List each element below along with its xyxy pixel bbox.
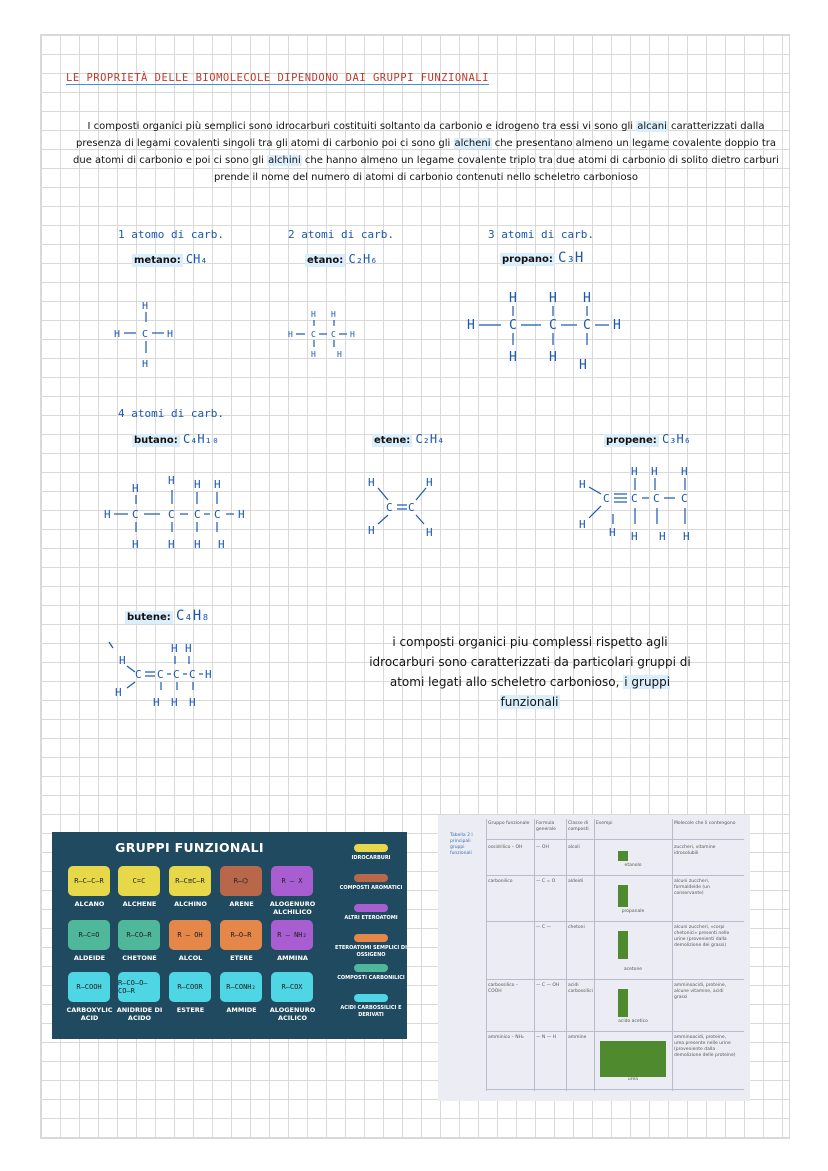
svg-text:H: H — [579, 478, 586, 491]
etene-formula: C₂H₄ — [415, 432, 445, 446]
functional-group-tile — [169, 866, 211, 896]
legend-label: COMPOSTI AROMATICI — [339, 885, 403, 891]
legend-label: ETEROATOMI SEMPLICI DI OSSIGENO — [335, 945, 407, 958]
svg-text:C: C — [135, 668, 142, 681]
svg-text:H: H — [337, 350, 342, 359]
etano-label — [305, 252, 377, 266]
table-rule — [566, 819, 567, 1091]
functional-group-name: ETERE — [230, 954, 253, 962]
molecule-highlight — [618, 851, 628, 861]
molecule-highlight — [618, 885, 628, 907]
etene-structure — [360, 470, 450, 540]
svg-text:H: H — [368, 476, 375, 489]
conclusion-text — [360, 632, 700, 712]
etene-name: etene: — [374, 435, 411, 446]
butene-name: butene: — [127, 612, 171, 623]
highlight-alcheni: alcheni — [454, 138, 491, 149]
svg-text:H: H — [185, 642, 192, 655]
table-cell: acido acetico — [618, 1019, 648, 1024]
functional-group-formula: R – NH₂ — [277, 931, 307, 939]
svg-text:C: C — [132, 508, 139, 521]
svg-text:H: H — [205, 668, 212, 681]
svg-text:H: H — [189, 696, 196, 709]
svg-text:H: H — [467, 318, 475, 333]
legend-swatch — [354, 964, 388, 972]
functional-group-formula: R–C≡C–R — [175, 877, 205, 885]
svg-text:H: H — [218, 538, 225, 551]
highlight-alchini: alchini — [268, 155, 301, 166]
intro-text-2: caratterizzati dalla presenza di legami covalenti singoli tra gli atomi di carbonio poi ci sono gli — [75, 121, 765, 149]
svg-text:H: H — [238, 508, 245, 521]
butene-label — [125, 608, 210, 624]
intro-text-3: che presentano almeno un legame covalente doppio tra due atomi di carbonio e poi ci sono gli — [73, 138, 776, 166]
svg-text:H: H — [659, 530, 666, 543]
functional-group-tile — [68, 972, 110, 1002]
svg-text:H: H — [168, 538, 175, 551]
svg-text:H: H — [104, 508, 111, 521]
svg-text:C: C — [603, 492, 610, 505]
propano-label — [500, 250, 583, 266]
table-header: Classe di composti — [568, 821, 589, 832]
legend-swatch — [354, 904, 388, 912]
svg-text:C: C — [173, 668, 180, 681]
metano-label — [132, 252, 208, 266]
functional-group-name: CHETONE — [122, 954, 157, 962]
propene-structure — [575, 460, 710, 545]
svg-text:H: H — [142, 359, 149, 370]
svg-text:H: H — [132, 538, 139, 551]
svg-text:C: C — [509, 318, 517, 333]
intro-text-4: che hanno almeno un legame covalente triplo tra due atomi di carbonio di solito dietro carburi prende il nome del numero di atomi di carbonio contenuti nello scheletro carbonioso — [214, 155, 779, 183]
etano-formula: C₂H₆ — [348, 252, 378, 266]
functional-group-formula: R–CO–O–CO–R — [118, 979, 148, 995]
svg-text:C: C — [142, 329, 149, 340]
functional-group-tile — [118, 866, 160, 896]
functional-group-tile — [68, 866, 110, 896]
metano-structure — [110, 295, 190, 375]
functional-group-formula: R–CONH₂ — [226, 983, 256, 991]
svg-text:H: H — [194, 538, 201, 551]
svg-text:C: C — [331, 330, 336, 339]
functional-group-name: AMMINA — [277, 954, 308, 962]
functional-group-formula: R–C–C–R — [74, 877, 104, 885]
svg-text:H: H — [579, 358, 587, 373]
functional-group-name: ALCOL — [178, 954, 203, 962]
table-rule — [486, 819, 487, 1091]
svg-text:C: C — [583, 318, 591, 333]
page-title: LE PROPRIETÀ DELLE BIOMOLECOLE DIPENDONO DAI GRUPPI FUNZIONALI — [66, 72, 489, 84]
functional-group-formula: R–⌬ — [233, 877, 249, 885]
svg-text:C: C — [214, 508, 221, 521]
highlight-alcani: alcani — [637, 121, 667, 132]
propene-label — [604, 432, 691, 446]
etano-heading: 2 atomi di carb. — [288, 228, 394, 241]
table-cell: amminico – NH₂ — [488, 1035, 524, 1040]
etano-structure — [285, 305, 375, 365]
svg-text:C: C — [549, 318, 557, 333]
table-cell: etanolo — [624, 863, 642, 868]
functional-group-tile — [220, 920, 262, 950]
functional-group-formula: R–C=O — [78, 931, 100, 939]
svg-text:H: H — [426, 526, 433, 539]
functional-group-formula: R–COOH — [76, 983, 102, 991]
svg-text:C: C — [631, 492, 638, 505]
highlight-gruppi-funzionali: i gruppi funzionali — [500, 675, 671, 709]
functional-groups-title: GRUPPI FUNZIONALI — [115, 840, 264, 855]
functional-group-name: AMMIDE — [226, 1006, 257, 1014]
svg-text:H: H — [288, 330, 293, 339]
svg-text:H: H — [609, 526, 616, 539]
table-rule — [486, 839, 744, 840]
table-cell: propanale — [621, 909, 645, 914]
functional-group-name: ALCHENE — [122, 900, 157, 908]
table-header: Esempi — [596, 821, 613, 826]
table-rule — [486, 1031, 744, 1032]
svg-text:H: H — [171, 642, 178, 655]
intro-paragraph — [66, 118, 786, 186]
svg-text:H: H — [631, 465, 638, 478]
svg-text:H: H — [171, 696, 178, 709]
butano-structure — [100, 470, 265, 555]
svg-text:H: H — [132, 482, 139, 495]
metano-formula: CH₄ — [185, 252, 208, 266]
svg-text:H: H — [579, 518, 586, 531]
table-cell: aldeidi — [568, 879, 583, 884]
functional-group-name: CARBOXYLIC ACID — [66, 1006, 113, 1022]
functional-group-tile — [271, 972, 313, 1002]
table-header: Formula generale — [536, 821, 556, 832]
legend-label: ALTRI ETEROATOMI — [344, 915, 398, 921]
molecule-highlight — [600, 1041, 666, 1077]
butano-formula: C₄H₁₀ — [182, 432, 220, 446]
textbook-table-photo — [438, 815, 750, 1101]
svg-text:H: H — [549, 291, 557, 306]
table-cell: acetone — [623, 967, 643, 972]
svg-text:H: H — [631, 530, 638, 543]
svg-text:H: H — [509, 291, 517, 306]
table-cell: carbossilico – COOH — [488, 983, 519, 994]
svg-text:C: C — [311, 330, 316, 339]
table-header: Gruppo funzionale — [488, 821, 530, 826]
functional-group-name: ALOGENURO ACILICO — [269, 1006, 316, 1022]
functional-group-name: ANIDRIDE DI ACIDO — [116, 1006, 163, 1022]
svg-text:C: C — [681, 492, 688, 505]
svg-text:C: C — [189, 668, 196, 681]
propano-name: propano: — [502, 254, 553, 265]
butano-name: butano: — [134, 435, 178, 446]
functional-group-name: ALOGENURO ALCHILICO — [269, 900, 316, 916]
table-cell: amminoacidi, proteine, urea presente nelle urine (proveniente dalla demolizione delle proteine) — [674, 1035, 736, 1058]
table-cell: alcuni zuccheri, «corpi chetonici» presenti nelle urine (provenienti dalla demolizione dei grassi) — [674, 925, 730, 948]
svg-text:H: H — [167, 329, 174, 340]
functional-group-name: ESTERE — [176, 1006, 205, 1014]
functional-group-name: ALCHINO — [174, 900, 207, 908]
functional-group-tile — [220, 866, 262, 896]
propano-heading: 3 atomi di carb. — [488, 228, 594, 241]
butene-formula: C₄H₈ — [175, 608, 210, 624]
svg-text:H: H — [583, 291, 591, 306]
functional-group-tile — [271, 920, 313, 950]
svg-text:H: H — [114, 329, 121, 340]
etano-name: etano: — [307, 255, 344, 266]
svg-text:H: H — [153, 696, 160, 709]
table-cell: — OH — [536, 845, 549, 850]
svg-text:H: H — [194, 478, 201, 491]
molecule-highlight — [618, 931, 628, 959]
svg-text:H: H — [549, 350, 557, 365]
functional-group-tile — [220, 972, 262, 1002]
svg-text:H: H — [368, 524, 375, 537]
table-cell: — C — — [536, 925, 552, 930]
functional-group-name: ALCANO — [74, 900, 105, 908]
svg-text:H: H — [168, 474, 175, 487]
etene-label — [372, 432, 444, 446]
table-cell: zuccheri, vitamine idrosolubili — [674, 845, 716, 856]
svg-text:H: H — [311, 310, 316, 319]
functional-group-tile — [68, 920, 110, 950]
legend-swatch — [354, 874, 388, 882]
functional-group-tile — [169, 920, 211, 950]
table-header: Molecole che li contengono — [674, 821, 736, 826]
svg-text:H: H — [311, 350, 316, 359]
legend-label: COMPOSTI CARBONILICI — [337, 975, 405, 981]
table-rule — [594, 819, 595, 1091]
svg-text:H: H — [509, 350, 517, 365]
functional-group-formula: R–CO–R — [126, 931, 152, 939]
molecule-highlight — [618, 989, 628, 1017]
svg-text:H: H — [613, 318, 621, 333]
functional-group-tile — [118, 972, 160, 1002]
butano-label — [132, 432, 219, 446]
svg-text:H: H — [651, 465, 658, 478]
butene-structure — [105, 638, 235, 713]
table-rule — [486, 1089, 744, 1090]
butano-heading: 4 atomi di carb. — [118, 407, 224, 420]
svg-text:C: C — [168, 508, 175, 521]
table-cell: ammine — [568, 1035, 587, 1040]
functional-group-tile — [271, 866, 313, 896]
functional-group-formula: R – X — [281, 877, 303, 885]
functional-group-formula: C=C — [132, 877, 146, 885]
svg-text:H: H — [681, 465, 688, 478]
svg-text:H: H — [331, 310, 336, 319]
svg-text:H: H — [115, 686, 122, 699]
legend-swatch — [354, 934, 388, 942]
metano-name: metano: — [134, 255, 181, 266]
intro-text-1: I composti organici più semplici sono idrocarburi costituiti soltanto da carbonio e idrogeno tra essi vi sono gli — [87, 121, 637, 132]
functional-group-formula: R–COOR — [177, 983, 203, 991]
table-cell: carbonilico — [488, 879, 513, 884]
table-cell: acidi carbossilici — [568, 983, 593, 994]
functional-group-tile — [169, 972, 211, 1002]
table-rule — [534, 819, 535, 1091]
svg-text:C: C — [194, 508, 201, 521]
svg-text:H: H — [214, 478, 221, 491]
table-cell: amminoacidi, proteine, alcune vitamine, acidi grassi — [674, 983, 727, 1000]
svg-text:C: C — [157, 668, 164, 681]
functional-groups-infographic — [52, 832, 407, 1039]
table-cell: — N — H — [536, 1035, 557, 1040]
functional-group-name: ALDEIDE — [73, 954, 106, 962]
table-cell: — C — OH — [536, 983, 560, 988]
svg-text:C: C — [408, 501, 415, 514]
legend-swatch — [354, 844, 388, 852]
legend-label: ACIDI CARBOSSILICI E DERIVATI — [340, 1005, 402, 1018]
propano-formula: C₃H — [558, 250, 584, 266]
table-cell: ossidrilico – OH — [488, 845, 523, 850]
svg-text:H: H — [426, 476, 433, 489]
metano-heading: 1 atomo di carb. — [118, 228, 224, 241]
table-cell: alcuni zuccheri, formaldeide (un conservante) — [674, 879, 710, 896]
legend-swatch — [354, 994, 388, 1002]
svg-text:H: H — [119, 654, 126, 667]
propene-name: propene: — [606, 435, 657, 446]
functional-group-name: ARENE — [229, 900, 254, 908]
functional-group-formula: R–COX — [281, 983, 303, 991]
propano-structure — [465, 285, 640, 375]
legend-label: IDROCARBURI — [351, 855, 391, 861]
table-rule — [486, 875, 744, 876]
table-cell: chetoni — [568, 925, 585, 930]
table-cell: urea — [627, 1077, 639, 1082]
functional-group-formula: R–O–R — [230, 931, 252, 939]
functional-group-tile — [118, 920, 160, 950]
svg-text:H: H — [142, 301, 149, 312]
table-rule — [672, 819, 673, 1091]
svg-text:C: C — [386, 501, 393, 514]
table-rule — [486, 921, 744, 922]
table-rule — [486, 979, 744, 980]
functional-group-formula: R – OH — [177, 931, 203, 939]
svg-text:C: C — [653, 492, 660, 505]
propene-formula: C₃H₆ — [662, 432, 691, 446]
table-cell: alcoli — [568, 845, 580, 850]
table-caption: Tabella 2 I principali gruppi funzionali — [450, 833, 473, 856]
table-cell: — C = O — [536, 879, 556, 884]
svg-text:H: H — [683, 530, 690, 543]
svg-text:H: H — [350, 330, 355, 339]
conclusion-body: i composti organici piu complessi rispetto agli idrocarburi sono caratterizzati da particolari gruppi di atomi legati allo scheletro carbonioso, — [369, 635, 691, 689]
